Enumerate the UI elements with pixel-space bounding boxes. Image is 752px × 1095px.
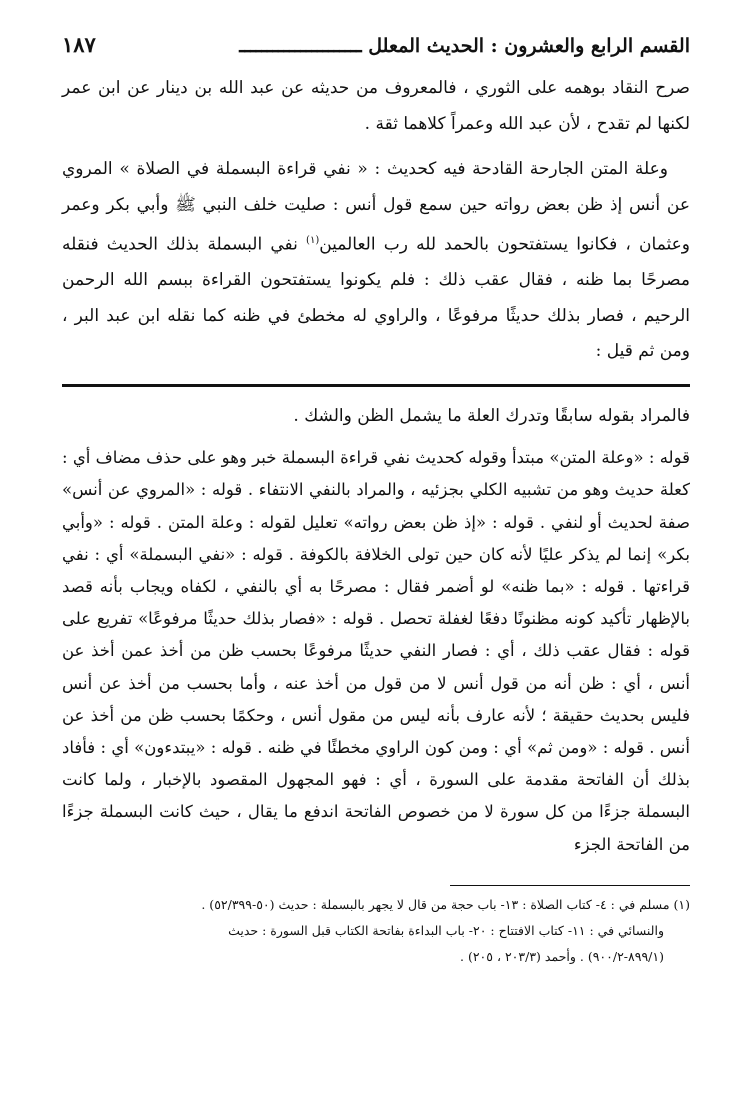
footnote-line-3: (٨٩٩/١-٩٠٠/٢) . وأحمد (٢٠٣/٣ ، ٢٠٥) . bbox=[460, 948, 664, 964]
main-text-closing-line: فالمراد بقوله سابقًا وتدرك العلة ما يشمل الظن والشك . bbox=[293, 405, 690, 426]
main-text-paragraph-2 bbox=[62, 152, 690, 370]
running-header bbox=[62, 30, 690, 61]
footnote-line-2: والنسائي في : ١١- كتاب الافتتاح : ٢٠- باب البداءة بفاتحة الكتاب قبل السورة : حديث bbox=[228, 922, 664, 938]
commentary-text: قوله : «وعلة المتن» مبتدأ وقوله كحديث نفي قراءة البسملة خبر وهو على حذف مضاف أي : كعلة حديث وهو من تشبيه الكلي بجزئيه ، والمراد بالنفي الانتفاء . قوله : «المروي عن أنس» صفة لحديث أو لنفي . قوله : «إذ ظن بعض رواته» تعليل لقوله : وعلة المتن . قوله : «وأبي بكر» إنما لم يذكر عليًا لأنه كان حين تولى الخلافة بالكوفة . قوله : «نفي البسملة» أي : نفي قراءتها . قوله : «بما ظنه» لو أضمر فقال : مصرحًا به أي بالنفي ، لكفاه ويجاب بأنه قصد بالإظهار تأكيد كونه مظنونًا دفعًا لغفلة تحصل . قوله : «فصار بذلك حديثًا مرفوعًا» تفريع على قوله : فقال عقب ذلك ، أي : فصار النفي حديثًا مرفوعًا بحسب ظن من أخذ عمن أخذ عن أنس ، أي : ظن أنه من قول أنس لا من قول من أخذ عنه ، وأما بحسب من أخذ عن أنس فليس بحديث حقيقة ؛ لأنه عارف بأنه ليس من مقول أنس ، وحكمًا بحسب ظن من أخذ عن أنس . قوله : «ومن ثم» أي : ومن كون الراوي مخطئًا في ظنه . قوله : «يبتدءون» أي : فأفاد بذلك أن الفاتحة مقدمة على السورة ، أي : فهو المجهول المقصود بالإخبار ، ولما كانت البسملة جزءًا من كل سورة لا من خصوص الفاتحة اندفع ما يقال ، حيث كانت البسملة جزءًا من الفاتحة الجزء bbox=[62, 448, 690, 854]
running-title: القسم الرابع والعشرون : الحديث المعلل ــــــــــــــــــــــ bbox=[239, 35, 690, 57]
page-number: ١٨٧ bbox=[62, 32, 96, 57]
main-text-paragraph-2-text: وعلة المتن الجارحة القادحة فيه كحديث : « نفي قراءة البسملة في الصلاة » المروي عن أنس إذ ظن بعض رواته حين سمع قول أنس : صليت خلف النبي ﷺ وأبي بكر وعمر وعثمان ، فكانوا يستفتحون بالحمد لله رب العالمين bbox=[62, 159, 690, 255]
main-text-paragraph-1: صرح النقاد بوهمه على الثوري ، فالمعروف من حديثه عن عبد الله بن دينار عن ابن عمر لكنها لم تقدح ، لأن عبد الله وعمراً كلاهما ثقة . bbox=[62, 78, 690, 134]
footnote-marker: (١) bbox=[306, 235, 320, 246]
paragraph-gap bbox=[62, 142, 690, 152]
commentary-section bbox=[62, 442, 690, 861]
text-commentary-divider bbox=[62, 384, 690, 387]
footnote-separator bbox=[450, 885, 690, 886]
main-text-paragraph-2-cont: نفي البسملة بذلك الحديث فنقله مصرحًا بما ظنه ، فقال عقب ذلك : فلم يكونوا يستفتحون القراءة ببسم الله الرحمن الرحيم ، فصار بذلك حديثًا مرفوعًا ، والراوي له مخطئ في ظنه كما نقله ابن عبد البر ، ومن ثم قيل : bbox=[62, 234, 690, 362]
footnote-line-1: (١) مسلم في : ٤- كتاب الصلاة : ١٣- باب حجة من قال لا يجهر بالبسملة : حديث (٥٠-٥٢/٣٩٩) . bbox=[201, 896, 690, 912]
footnotes bbox=[62, 892, 690, 970]
